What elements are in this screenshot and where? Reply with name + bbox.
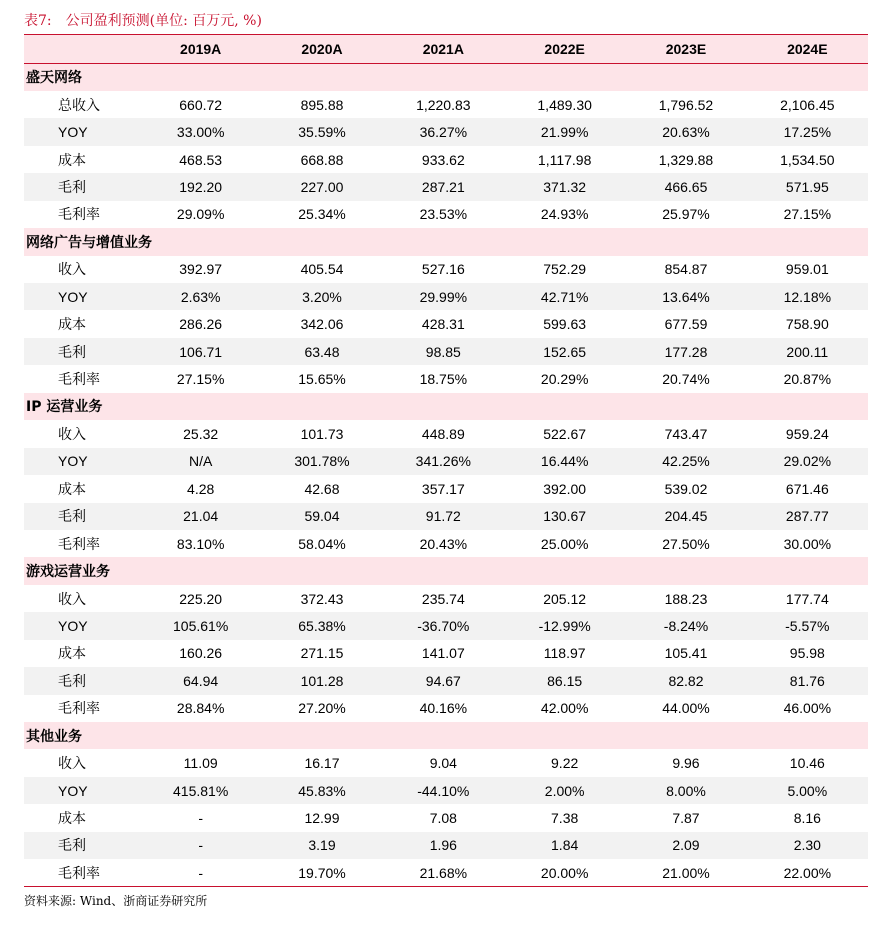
table-cell: 1,220.83 bbox=[416, 96, 471, 113]
section-header-row bbox=[24, 722, 868, 749]
row-label: YOY bbox=[58, 617, 88, 634]
table-row bbox=[24, 585, 868, 612]
table-cell: 64.94 bbox=[183, 672, 219, 689]
row-label: 毛利率 bbox=[58, 700, 100, 717]
table-cell: 15.65% bbox=[298, 371, 346, 388]
table-row bbox=[24, 612, 868, 639]
table-row bbox=[24, 256, 868, 283]
table-cell: 23.53% bbox=[419, 206, 468, 223]
table-cell: 152.65 bbox=[543, 343, 587, 360]
table-cell: 45.83% bbox=[298, 782, 346, 799]
table-cell: 205.12 bbox=[543, 590, 587, 607]
table-row bbox=[24, 201, 868, 228]
table-cell: 448.89 bbox=[421, 425, 465, 442]
table-cell: 101.73 bbox=[300, 425, 344, 442]
table-cell: 301.78% bbox=[294, 453, 350, 470]
table-cell: 22.00% bbox=[747, 859, 868, 886]
table-cell: 527.16 bbox=[421, 261, 465, 278]
table-row bbox=[24, 832, 868, 859]
table-cell: 539.02 bbox=[664, 480, 708, 497]
table-cell: 392.00 bbox=[543, 480, 587, 497]
table-cell: 18.75% bbox=[419, 371, 468, 388]
table-cell: 17.25% bbox=[783, 124, 832, 141]
table-row bbox=[24, 310, 868, 337]
table-number: 表7: bbox=[24, 13, 52, 29]
table-cell: 287.77 bbox=[785, 508, 829, 525]
table-cell: 29.09% bbox=[176, 206, 225, 223]
table-cell: 24.93% bbox=[540, 206, 589, 223]
table-cell: 81.76 bbox=[789, 672, 825, 689]
table-cell: -5.57% bbox=[785, 617, 830, 634]
table-cell: 1,117.98 bbox=[537, 151, 592, 168]
table-cell: 29.99% bbox=[419, 288, 468, 305]
header-row bbox=[24, 35, 868, 64]
row-label: YOY bbox=[58, 453, 88, 470]
table-cell: 141.07 bbox=[421, 645, 465, 662]
table-row bbox=[24, 118, 868, 145]
table-cell: 29.02% bbox=[783, 453, 832, 470]
profit-forecast-table bbox=[24, 34, 868, 887]
table-cell: 160.26 bbox=[179, 645, 223, 662]
table-cell: 192.20 bbox=[179, 178, 223, 195]
table-cell: 959.24 bbox=[785, 425, 829, 442]
table-cell: 9.04 bbox=[429, 755, 457, 772]
table-cell: 668.88 bbox=[300, 151, 344, 168]
table-cell: 20.43% bbox=[419, 535, 468, 552]
table-row bbox=[24, 695, 868, 722]
row-label: 成本 bbox=[58, 316, 86, 333]
table-cell: 571.95 bbox=[785, 178, 829, 195]
table-cell: 95.98 bbox=[789, 645, 825, 662]
table-cell: 341.26% bbox=[415, 453, 471, 470]
table-cell: 8.16 bbox=[793, 810, 821, 827]
table-cell: 405.54 bbox=[300, 261, 344, 278]
table-cell: 758.90 bbox=[785, 316, 829, 333]
table-cell: 4.28 bbox=[187, 480, 215, 497]
row-label: 成本 bbox=[58, 151, 86, 168]
table-cell: 28.84% bbox=[176, 700, 225, 717]
table-cell: 235.74 bbox=[421, 590, 465, 607]
table-cell: 1,329.88 bbox=[658, 151, 714, 168]
table-cell: 415.81% bbox=[173, 782, 229, 799]
table-cell: 7.87 bbox=[672, 810, 700, 827]
table-cell: -8.24% bbox=[663, 617, 709, 634]
table-cell: 854.87 bbox=[664, 261, 708, 278]
table-cell: 21.04 bbox=[183, 508, 219, 525]
table-cell: 671.46 bbox=[785, 480, 829, 497]
table-cell: 118.97 bbox=[543, 645, 586, 662]
table-cell: 933.62 bbox=[421, 151, 465, 168]
row-label: YOY bbox=[58, 782, 88, 799]
row-label: 毛利率 bbox=[58, 535, 100, 552]
table-cell: 20.74% bbox=[662, 371, 710, 388]
table-cell: 468.53 bbox=[179, 151, 223, 168]
table-cell: 188.23 bbox=[664, 590, 708, 607]
table-cell: 42.25% bbox=[662, 453, 710, 470]
table-cell: - bbox=[140, 859, 261, 886]
table-caption: 公司盈利预测(单位: 百万元, %) bbox=[65, 13, 262, 29]
table-row bbox=[24, 749, 868, 776]
table-cell: 2.63% bbox=[180, 288, 221, 305]
table-cell: 357.17 bbox=[421, 480, 465, 497]
section-header-row bbox=[24, 64, 868, 91]
column-header: 2024E bbox=[747, 35, 868, 64]
row-label: 毛利 bbox=[58, 672, 86, 689]
table-cell: 46.00% bbox=[783, 700, 832, 717]
table-cell: 271.15 bbox=[300, 645, 344, 662]
source-note: 资料来源: Wind、浙商证券研究所 bbox=[24, 894, 208, 908]
table-cell: 10.46 bbox=[789, 755, 825, 772]
table-body bbox=[24, 64, 868, 887]
table-cell: 286.26 bbox=[179, 316, 223, 333]
section-title: 网络广告与增值业务 bbox=[26, 234, 152, 251]
table-cell: 63.48 bbox=[304, 343, 340, 360]
column-header: 2019A bbox=[140, 35, 261, 64]
table-cell: 1,534.50 bbox=[780, 151, 835, 168]
table-cell: 20.63% bbox=[662, 124, 710, 141]
table-cell: 16.44% bbox=[540, 453, 589, 470]
table-cell: 1,796.52 bbox=[658, 96, 714, 113]
table-cell: 106.71 bbox=[179, 343, 223, 360]
table-cell: 19.70% bbox=[261, 859, 382, 886]
table-cell: 3.20% bbox=[302, 288, 342, 305]
table-cell: - bbox=[198, 837, 203, 854]
table-cell: 20.29% bbox=[540, 371, 589, 388]
row-label: 毛利 bbox=[58, 343, 86, 360]
table-row bbox=[24, 777, 868, 804]
section-header-row bbox=[24, 557, 868, 584]
table-cell: 27.20% bbox=[298, 700, 346, 717]
column-header: 2022E bbox=[504, 35, 625, 64]
row-label: 毛利 bbox=[58, 837, 86, 854]
table-cell: 101.28 bbox=[300, 672, 344, 689]
table-row bbox=[24, 448, 868, 475]
row-label: 成本 bbox=[58, 480, 86, 497]
row-label: YOY bbox=[58, 288, 88, 305]
table-cell: 27.15% bbox=[176, 371, 225, 388]
column-header: 2023E bbox=[625, 35, 746, 64]
table-cell: 82.82 bbox=[668, 672, 704, 689]
table-row bbox=[24, 640, 868, 667]
row-label: 毛利率 bbox=[58, 371, 100, 388]
table-row bbox=[24, 859, 868, 886]
table-cell: 225.20 bbox=[179, 590, 223, 607]
table-cell: 105.61% bbox=[173, 617, 229, 634]
table-cell: 372.43 bbox=[300, 590, 344, 607]
table-cell: 2.09 bbox=[672, 837, 700, 854]
table-cell: 428.31 bbox=[421, 316, 465, 333]
table-cell: 12.18% bbox=[783, 288, 832, 305]
section-header-row bbox=[24, 393, 868, 420]
table-row bbox=[24, 804, 868, 831]
table-cell: 94.67 bbox=[425, 672, 461, 689]
table-cell: 27.50% bbox=[662, 535, 710, 552]
column-header: 2021A bbox=[383, 35, 504, 64]
table-row bbox=[24, 475, 868, 502]
table-cell: 287.21 bbox=[421, 178, 465, 195]
table-cell: 177.28 bbox=[664, 343, 708, 360]
table-row bbox=[24, 667, 868, 694]
table-cell: 20.00% bbox=[504, 859, 625, 886]
row-label: 毛利 bbox=[58, 178, 86, 195]
table-cell: 9.96 bbox=[672, 755, 700, 772]
row-label: 收入 bbox=[58, 755, 86, 772]
row-label: 成本 bbox=[58, 645, 86, 662]
row-label: 收入 bbox=[58, 261, 86, 278]
table-cell: 16.17 bbox=[304, 755, 340, 772]
table-cell: 21.00% bbox=[625, 859, 746, 886]
table-cell: 392.97 bbox=[179, 261, 223, 278]
table-cell: 44.00% bbox=[662, 700, 710, 717]
table-cell: 677.59 bbox=[664, 316, 708, 333]
table-cell: 42.68 bbox=[304, 480, 340, 497]
table-cell: 86.15 bbox=[547, 672, 583, 689]
table-row bbox=[24, 420, 868, 447]
table-cell: 25.34% bbox=[298, 206, 346, 223]
table-cell: 59.04 bbox=[304, 508, 340, 525]
table-cell: 2.00% bbox=[544, 782, 585, 799]
table-cell: - bbox=[198, 810, 203, 827]
column-header bbox=[24, 35, 140, 64]
table-cell: 752.29 bbox=[543, 261, 587, 278]
table-row bbox=[24, 283, 868, 310]
table-row bbox=[24, 365, 868, 392]
section-title: IP 运营业务 bbox=[26, 399, 103, 416]
table-cell: 25.00% bbox=[540, 535, 589, 552]
table-cell: 20.87% bbox=[783, 371, 832, 388]
row-label: 毛利率 bbox=[58, 206, 100, 223]
row-label: 收入 bbox=[58, 425, 86, 442]
table-cell: 30.00% bbox=[783, 535, 832, 552]
table-cell: 36.27% bbox=[419, 124, 468, 141]
table-cell: 98.85 bbox=[425, 343, 461, 360]
table-cell: 35.59% bbox=[298, 124, 346, 141]
table-cell: 2,106.45 bbox=[780, 96, 835, 113]
table-cell: 743.47 bbox=[664, 425, 708, 442]
row-label: 总收入 bbox=[58, 96, 100, 113]
table-cell: 130.67 bbox=[543, 508, 587, 525]
table-cell: 21.99% bbox=[540, 124, 589, 141]
section-title: 游戏运营业务 bbox=[26, 564, 110, 581]
row-label: 毛利率 bbox=[24, 859, 140, 886]
table-cell: -12.99% bbox=[538, 617, 591, 634]
table-cell: 5.00% bbox=[787, 782, 828, 799]
section-title: 盛天网络 bbox=[26, 70, 82, 87]
table-row bbox=[24, 173, 868, 200]
table-cell: 42.71% bbox=[540, 288, 589, 305]
table-cell: 522.67 bbox=[543, 425, 587, 442]
table-cell: 27.15% bbox=[783, 206, 832, 223]
table-cell: 466.65 bbox=[664, 178, 708, 195]
table-cell: 227.00 bbox=[300, 178, 344, 195]
table-cell: 25.97% bbox=[662, 206, 710, 223]
table-cell: 83.10% bbox=[176, 535, 225, 552]
table-cell: -36.70% bbox=[417, 617, 470, 634]
table-title bbox=[24, 10, 262, 30]
column-header: 2020A bbox=[261, 35, 382, 64]
table-cell: 9.22 bbox=[551, 755, 579, 772]
table-cell: 200.11 bbox=[786, 343, 829, 360]
table-cell: 599.63 bbox=[543, 316, 587, 333]
table-cell: 371.32 bbox=[543, 178, 587, 195]
table-cell: 13.64% bbox=[662, 288, 710, 305]
table-row bbox=[24, 91, 868, 118]
table-cell: 7.38 bbox=[551, 810, 579, 827]
section-title: 其他业务 bbox=[26, 728, 82, 745]
table-cell: 42.00% bbox=[540, 700, 589, 717]
table-cell: 1.84 bbox=[551, 837, 579, 854]
table-cell: 1,489.30 bbox=[537, 96, 592, 113]
row-label: 收入 bbox=[58, 590, 86, 607]
table-cell: 660.72 bbox=[179, 96, 223, 113]
table-cell: 40.16% bbox=[419, 700, 468, 717]
table-cell: 8.00% bbox=[666, 782, 706, 799]
table-cell: 105.41 bbox=[664, 645, 708, 662]
table-cell: 959.01 bbox=[785, 261, 829, 278]
table-cell: -44.10% bbox=[417, 782, 470, 799]
section-header-row bbox=[24, 228, 868, 255]
row-label: YOY bbox=[58, 124, 88, 141]
table-row bbox=[24, 530, 868, 557]
table-row bbox=[24, 146, 868, 173]
table-cell: 895.88 bbox=[300, 96, 344, 113]
table-cell: 177.74 bbox=[785, 590, 829, 607]
table-cell: N/A bbox=[188, 453, 213, 470]
table-cell: 7.08 bbox=[429, 810, 457, 827]
table-cell: 25.32 bbox=[183, 425, 219, 442]
table-cell: 3.19 bbox=[308, 837, 336, 854]
row-label: 成本 bbox=[58, 810, 86, 827]
table-cell: 2.30 bbox=[793, 837, 821, 854]
table-cell: 1.96 bbox=[429, 837, 457, 854]
table-cell: 11.09 bbox=[183, 755, 218, 772]
table-row bbox=[24, 338, 868, 365]
table-cell: 21.68% bbox=[383, 859, 504, 886]
table-row bbox=[24, 503, 868, 530]
table-cell: 33.00% bbox=[176, 124, 225, 141]
table-cell: 65.38% bbox=[298, 617, 346, 634]
row-label: 毛利 bbox=[58, 508, 86, 525]
table-cell: 342.06 bbox=[300, 316, 344, 333]
table-cell: 91.72 bbox=[425, 508, 461, 525]
table-cell: 12.99 bbox=[304, 810, 340, 827]
table-cell: 204.45 bbox=[664, 508, 708, 525]
table-cell: 58.04% bbox=[298, 535, 346, 552]
